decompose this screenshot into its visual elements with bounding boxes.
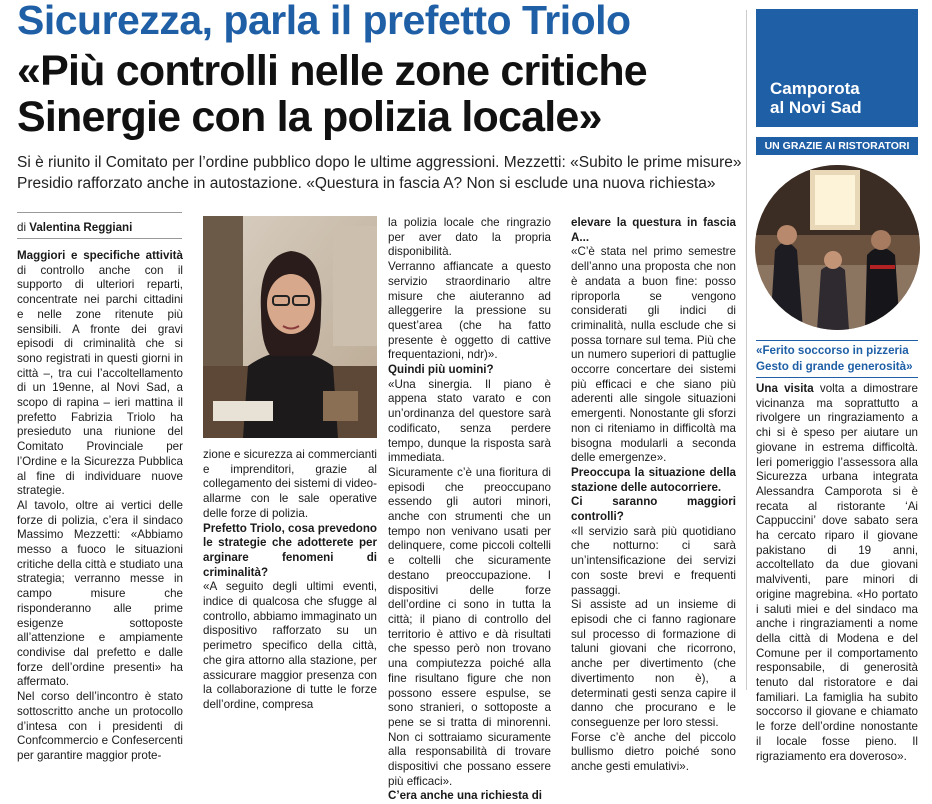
paragraph [203,522,377,581]
paragraph-bold: elevare la questura in fascia A... [571,216,736,244]
paragraph [388,260,551,363]
headline-line: Sinergie con la polizia locale» [17,93,602,141]
paragraph-text: Nel corso dell’incontro è stato sottoscritto anche un protocollo d’intesa con i presidenti di Confcommercio e Confesercenti per garantire maggior prote- [17,690,183,762]
paragraph [571,216,736,245]
paragraph-text: di controllo anche con il supporto di ulteriori reparti, concentrate nei parchi cittadini e nelle zone ritenute più sensibili. A fronte dei gravi episodi di criminalità che si sono registrati in questi giorni in città –, tra cui l’accoltellamento di un 19enne, al Novi Sad, a scopo di rapina – ieri mattina il prefetto Fabrizia Triolo ha presieduto una riunione del Comitato Provinciale per l’Ordine e la Sicurezza Pubblica al fine di individuare nuove strategie. [17,263,183,498]
sidebar-circle-photo [755,165,920,330]
prefect-photo [203,216,377,438]
byline [17,221,182,239]
byline-prefix: di [17,221,30,234]
paragraph-text: zione e sicurezza ai commercianti e imprenditori, grazie al collegamento dei sistemi di video-allarme con le sale operative delle forze di polizia. [203,448,377,520]
paragraph [388,466,551,789]
byline-author: Valentina Reggiani [29,221,133,234]
paragraph-bold: Quindi più uomini? [388,363,494,377]
paragraph [571,495,736,524]
sidebar-body-text: volta a dimostrare vicinanza ma soprattutto a rivolgere un ringraziamento a chi si è speso per aiutare un giovane in estrema difficoltà. Ieri pomeriggio l’assessora alla Sicurezza urbana integrata Alessandra Camporota si è recata al ristorante ‘Ai Cappuccini’ dove sabato sera ha cercato riparo il giovane pakistano di 19 anni, accoltellato da due giovani malviventi, pare minori di origine magrebina. «Ho portato i saluti miei e del sindaco ma anche i ringraziamenti a nome della città di Modena e del Comune per il comportamento responsabile, di generosità tenuto dal ristoratore e dai familiari. La famiglia ha subito soccorso il giovane e chiamato le forze dell’ordine nonostante il locale fosse pieno. Il rigraziamento era doveroso». [756,382,918,763]
paragraph [571,598,736,730]
paragraph-bold: Preoccupa la situazione della stazione delle autocorriere. [571,465,736,494]
paragraph-bold: Prefetto Triolo, cosa prevedono le strategie che adotterete per arginare fenomeni di criminalità? [203,521,377,579]
article-headline [17,48,737,140]
sidebar-divider [746,10,747,690]
quote-line: Gesto di grande generosità» [756,360,913,373]
paragraph-text: «Il servizio sarà più quotidiano che notturno: ci sarà un’intensificazione dei servizi con soste brevi e frequenti passaggi. [571,524,736,597]
paragraph [571,466,736,495]
paragraph-bold: Ci saranno maggiori controlli? [571,495,736,524]
article-column-3 [388,216,551,803]
article-column-2 [203,448,378,711]
article-column-4 [571,216,736,774]
paragraph [17,249,183,499]
paragraph-text: Sicuramente c’è una fioritura di episodi che preoccupano essendo gli autori minori, anche con strumenti che un tempo non venivano usati per delinquere, come piccoli coltelli e coltelli che sicuramente destano preoccupazione. I dispositivi delle forze dell’ordine ci sono in tutta la città; il piano di controllo del territorio è attivo e dà risultati che spesso però non trovano una compiutezza poiché alla fine risultano figure che non possono essere espulse, se sono stranieri, o sottoposte a pene se si tratta di minorenni. Non ci sottraiamo sicuramente alla responsabilità di trovare dispositivi che possano essere più efficaci». [388,465,551,788]
paragraph [17,499,183,690]
sidebar-title-line: al Novi Sad [770,98,862,117]
article-kicker: Sicurezza, parla il prefetto Triolo [17,0,631,43]
street-scene-image [755,165,920,330]
paragraph-bold: Maggiori e specifiche attività [17,249,183,262]
sidebar-title-line: Camporota [770,79,860,98]
paragraph [388,789,551,804]
paragraph [388,216,551,260]
paragraph-bold: C’era anche una richiesta di [388,789,542,803]
article-deck [17,152,747,194]
quote-line: «Ferito soccorso in pizzeria [756,344,909,357]
deck-line: Si è riunito il Comitato per l’ordine pubblico dopo le ultime aggressioni. Mezzetti: «Subito le prime misure» [17,154,742,171]
paragraph [388,378,551,466]
paragraph [388,363,551,378]
byline-rule [17,212,182,213]
paragraph-text: Al tavolo, oltre ai vertici delle forze di polizia, c’era il sindaco Massimo Mezzetti: «Abbiamo messo a fuoco le situazioni critiche della città e studiato una strategia; verranno messe in campo misure che risponderanno alle prime esigenze sottoposte all’attenzione e ampiamente condivise dal prefetto e dalle forze dell’ordine presenti» ha affermato. [17,498,183,689]
paragraph-text: Si assiste ad un insieme di episodi che ci fanno ragionare sul processo di formazione di taluni giovani che ricorrono, anche per divertimento (che divertimento non è), a determinati gesti senza capire il danno che procurano e le conseguenze per loro stessi. [571,598,736,729]
paragraph [571,245,736,466]
paragraph [571,525,736,599]
deck-line: Presidio rafforzato anche in autostazione. «Questura in fascia A? Non si esclude una nuova richiesta» [17,175,716,192]
sidebar-title-box [756,9,918,127]
paragraph-text: «Una sinergia. Il piano è appena stato varato e con un’ordinanza del questore sarà codificato, senza perdere tempo, dunque la risposta sarà immediata. [388,377,551,465]
sidebar-title [770,79,862,117]
paragraph [203,580,377,712]
paragraph [571,731,736,775]
paragraph-text: «C’è stata nel primo semestre dell’anno una proposta che non è andata a buon fine: posso riproporla se vengono considerati gli indici di criminalità, nulla esclude che si possa tornare sul tema. Più che un numero superiori di pattuglie occorre concertare dei sistemi più efficaci e che siano più aderenti alle singole situazioni emergenti. Nonostante gli sforzi non ci riteniamo in difficoltà ma bisogna modularli a seconda delle emergenze». [571,245,736,465]
paragraph-text: la polizia locale che ringrazio per aver dato la propria disponibilità. [388,216,551,259]
paragraph-text: Verranno affiancate a questo servizio straordinario altre misure che aiuteranno ad alleggerire la pressione su quest’area (che ha fatto presente è oggetto di cattive frequentazioni, ndr)». [388,260,551,362]
paragraph-text: Forse c’è anche del piccolo bullismo dietro poiché sono anche gesti emulativi». [571,730,736,774]
paragraph [17,690,183,764]
headline-line: «Più controlli nelle zone critiche [17,47,647,95]
sidebar-pull-quote [756,340,918,378]
paragraph [203,448,377,522]
portrait-image [203,216,377,438]
article-column-1 [17,249,183,762]
sidebar-body-lead: Una visita [756,382,814,395]
paragraph-text: «A seguito degli ultimi eventi, indice di qualcosa che sfugge al controllo, abbiamo immaginato un dispositivo rafforzato su un perimetro specifico della città, che gira attorno alla stazione, per assicurare maggior presenza con la collaborazione di tutte le forze dell’ordine, compresa [203,580,378,711]
sidebar-label: UN GRAZIE AI RISTORATORI [756,137,918,155]
sidebar-body [756,382,918,763]
